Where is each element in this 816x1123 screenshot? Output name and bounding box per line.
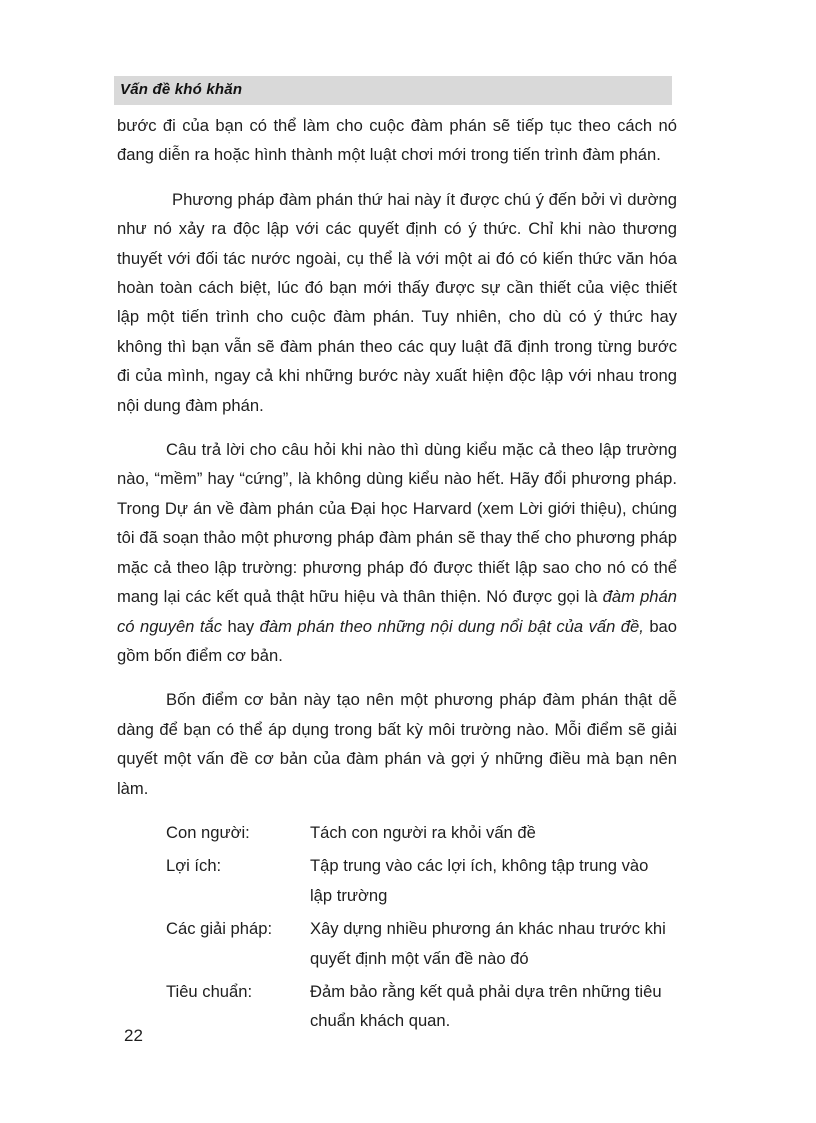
principle-label: Lợi ích: [166,856,222,876]
principle-row [117,977,677,1036]
paragraph-answer [117,435,677,670]
paragraph-second-method: Phương pháp đàm phán thứ hai này ít được chú ý đến bởi vì dường như nó xảy ra độc lập với các quyết định có ý thức. Chỉ khi nào thương thuyết với đối tác nước ngoài, cụ thể là với một ai đó có kiến thức văn hóa hoàn toàn cách biệt, lúc đó bạn mới thấy được sự cần thiết của việc thiết lập một tiến trình cho cuộc đàm phán. Tuy nhiên, cho dù có ý thức hay không thì bạn vẫn sẽ đàm phán theo các quy luật đã định trong từng bước đi của mình, ngay cả khi những bước này xuất hiện độc lập với nhau trong nội dung đàm phán. [117,189,677,415]
principle-label: Con người: [166,822,250,842]
running-header [114,76,672,105]
principle-description: Xây dựng nhiều phương án khác nhau trước khi quyết định một vấn đề nào đó [310,919,666,968]
principle-row [117,818,677,847]
page-number: 22 [124,1026,143,1045]
answer-emphasis-merits: đàm phán theo những nội dung nổi bật của vấn đề, [259,616,644,636]
principle-description: Đảm bảo rằng kết quả phải dựa trên những tiêu chuẩn khách quan. [310,981,662,1031]
paragraph-four-points: Bốn điểm cơ bản này tạo nên một phương pháp đàm phán thật dễ dàng để bạn có thể áp dụng trong bất kỳ môi trường nào. Mỗi điểm sẽ giải quyết một vấn đề cơ bản của đàm phán và gợi ý những điều mà bạn nên làm. [117,690,677,798]
page-body [117,111,677,1036]
principle-label: Tiêu chuẩn: [166,981,253,1001]
principle-row [117,851,677,910]
principle-description: Tập trung vào các lợi ích, không tập trung vào lập trường [310,856,649,905]
principle-row [117,914,677,973]
continued-paragraph: bước đi của bạn có thể làm cho cuộc đàm phán sẽ tiếp tục theo cách nó đang diễn ra hoặc hình thành một luật chơi mới trong tiến trình đàm phán. [117,116,677,165]
principle-description: Tách con người ra khỏi vấn đề [310,822,536,842]
principles-list [117,818,677,1036]
answer-text-middle: hay [222,616,260,636]
answer-emphasis-principled: đàm phán có nguyên tắc [117,587,677,636]
answer-text-before: Câu trả lời cho câu hỏi khi nào thì dùng kiểu mặc cả theo lập trường nào, “mềm” hay “cứng”, là không dùng kiểu nào hết. Hãy đổi phương pháp. Trong Dự án về đàm phán của Đại học Harvard (xem Lời giới thiệu), chúng tôi đã soạn thảo một phương pháp đàm phán sẽ thay thế cho phương pháp mặc cả theo lập trường: phương pháp đó được thiết lập sao cho nó có thể mang lại các kết quả thật hữu hiệu và thân thiện. Nó được gọi là [117,440,677,607]
running-header-title: Vấn đề khó khăn [120,81,243,98]
answer-text-after: bao gồm bốn điểm cơ bản. [117,616,678,665]
principle-label: Các giải pháp: [166,919,273,939]
